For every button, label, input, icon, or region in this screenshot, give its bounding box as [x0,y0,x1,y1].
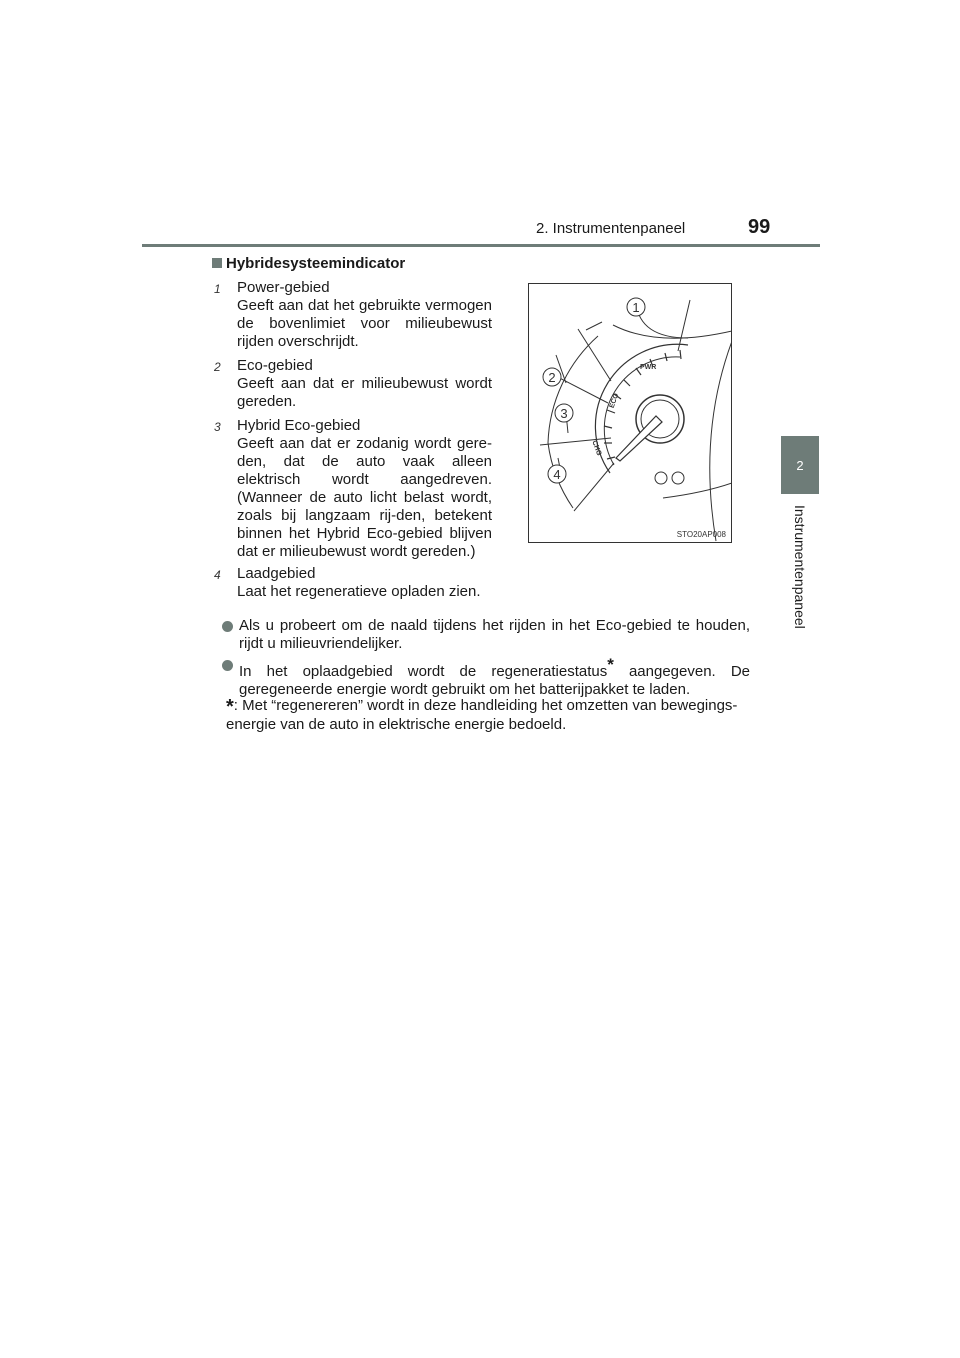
callout-2: 2 [548,370,556,385]
footnote-marker: * [607,655,614,674]
list-item [214,279,492,351]
item-number: 4 [214,568,221,582]
bullet-text: Als u probeert om de naald tijdens het rijden in het Eco-gebied te houden, rijdt u milieuvriendelijker. [239,617,750,652]
list-item [214,357,492,411]
item-number: 3 [214,420,221,434]
page-number: 99 [748,216,771,238]
figure-code: STO20AP008 [676,530,726,539]
bullet-text-part: In het oplaadgebied wordt de regeneratiestatus [239,663,608,680]
gauge-label-eco: ECO [608,392,621,410]
bullet-text [239,656,750,699]
header-section-title: 2. Instrumentenpaneel [536,220,686,237]
item-title: Laadgebied [237,565,316,582]
hybrid-indicator-gauge-illustration [528,283,732,543]
item-description: Geeft aan dat er zodanig wordt gere-den, dat de auto vaak alleen elektrisch wordt aangedreven. (Wanneer de auto licht belast wordt, zoals bij langzaam rij-den, betekent binnen het Hybrid Eco-gebied blijven dat er milieubewust wordt gereden.) [237,435,492,560]
item-title: Power-gebied [237,279,330,296]
square-bullet-icon [212,258,222,268]
item-title: Eco-gebied [237,357,313,374]
bullet-text-part: aangegeven. De geregeneerde energie wordt gebruikt om het batterijpakket te laden. [239,663,750,698]
section-heading-text: Hybridesysteemindicator [226,255,406,272]
chapter-tab: 2 [781,436,819,494]
footnote-text: : Met “regenereren” wordt in deze handleiding het omzetten van bewegings-energie van de auto in elektrische energie bedoeld. [226,697,738,733]
callout-1: 1 [632,300,640,315]
list-item [214,565,492,601]
header-rule [142,244,820,247]
bullet-item [222,656,750,699]
hybrid-indicator-figure [528,283,732,543]
callout-4: 4 [553,467,561,482]
footnote-star: * [226,696,234,718]
gauge-label-chg: CHG [590,439,603,457]
footnote [226,697,756,734]
item-description: Laat het regeneratieve opladen zien. [237,583,481,600]
bullet-item [222,617,750,653]
item-number: 2 [214,360,221,374]
bullet-dot-icon [222,660,233,671]
bullet-dot-icon [222,621,233,632]
gauge-label-pwr: PWR [640,364,657,371]
item-description: Geeft aan dat er milieubewust wordt gereden. [237,375,492,410]
section-heading [212,255,405,272]
item-title: Hybrid Eco-gebied [237,417,361,434]
list-item [214,417,492,561]
chapter-tab-label: Instrumentenpaneel [792,505,808,629]
callout-3: 3 [560,406,568,421]
item-number: 1 [214,282,221,296]
item-description: Geeft aan dat het gebruikte vermogen de bovenlimiet voor milieubewust rijden overschrijdt. [237,297,492,350]
